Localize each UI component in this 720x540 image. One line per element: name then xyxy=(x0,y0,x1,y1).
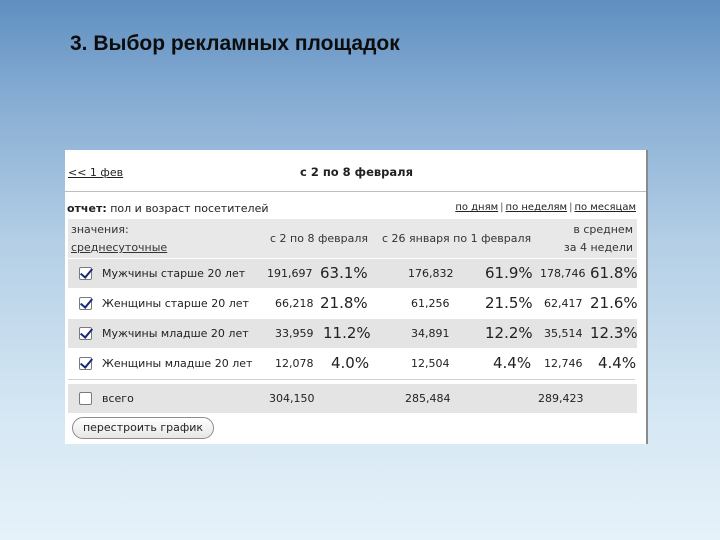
divider xyxy=(65,191,646,192)
row-label: Женщины младше 20 лет xyxy=(102,357,253,370)
view-by-month-link[interactable]: по месяцам xyxy=(574,202,636,213)
percent-previous: 12.2% xyxy=(485,324,533,342)
view-by-week-link[interactable]: по неделям xyxy=(505,202,568,213)
table-row xyxy=(68,259,637,288)
rebuild-chart-button[interactable]: перестроить график xyxy=(72,417,214,439)
view-by-day-link[interactable]: по дням xyxy=(455,202,499,213)
row-label: Женщины старше 20 лет xyxy=(102,297,249,310)
value-average: 178,746 xyxy=(540,267,586,280)
column-header-current: с 2 по 8 февраля xyxy=(270,232,368,245)
prev-week-link[interactable]: << 1 фев xyxy=(68,166,124,179)
table-row xyxy=(68,349,637,378)
percent-average: 12.3% xyxy=(590,324,638,342)
total-current: 304,150 xyxy=(269,392,315,405)
values-mode-select[interactable]: среднесуточные xyxy=(71,241,168,254)
row-checkbox[interactable] xyxy=(79,267,92,280)
value-previous: 61,256 xyxy=(411,297,450,310)
percent-previous: 61.9% xyxy=(485,264,533,282)
divider xyxy=(68,379,635,380)
value-previous: 12,504 xyxy=(411,357,450,370)
row-label: Мужчины старше 20 лет xyxy=(102,267,246,280)
date-navigation xyxy=(65,150,646,191)
percent-current: 4.0% xyxy=(331,354,370,372)
value-average: 62,417 xyxy=(544,297,583,310)
slide-title: 3. Выбор рекламных площадок xyxy=(70,32,400,55)
percent-previous: 4.4% xyxy=(493,354,532,372)
stats-panel xyxy=(65,150,648,444)
percent-average: 4.4% xyxy=(598,354,637,372)
total-row xyxy=(68,384,637,413)
value-previous: 176,832 xyxy=(408,267,454,280)
table-header xyxy=(68,219,637,258)
value-previous: 34,891 xyxy=(411,327,450,340)
report-name[interactable]: пол и возраст посетителей xyxy=(110,202,269,215)
column-header-average-1: в среднем xyxy=(573,223,633,236)
value-average: 35,514 xyxy=(544,327,583,340)
report-label: отчет: xyxy=(67,202,107,215)
separator: | xyxy=(569,202,573,213)
percent-current: 21.8% xyxy=(320,294,368,312)
report-selector xyxy=(67,202,268,215)
percent-current: 63.1% xyxy=(320,264,368,282)
value-current: 33,959 xyxy=(275,327,314,340)
percent-current: 11.2% xyxy=(323,324,371,342)
row-label: Мужчины младше 20 лет xyxy=(102,327,249,340)
total-label: всего xyxy=(102,392,134,405)
value-current: 12,078 xyxy=(275,357,314,370)
percent-average: 61.8% xyxy=(590,264,638,282)
value-current: 66,218 xyxy=(275,297,314,310)
column-header-previous: с 26 января по 1 февраля xyxy=(382,232,532,245)
column-header-average-2: за 4 недели xyxy=(563,241,633,254)
total-previous: 285,484 xyxy=(405,392,451,405)
value-current: 191,697 xyxy=(267,267,313,280)
values-label: значения: xyxy=(71,223,129,236)
period-switch xyxy=(455,202,636,213)
row-checkbox[interactable] xyxy=(79,327,92,340)
value-average: 12,746 xyxy=(544,357,583,370)
row-checkbox[interactable] xyxy=(79,297,92,310)
separator: | xyxy=(500,202,504,213)
percent-previous: 21.5% xyxy=(485,294,533,312)
total-average: 289,423 xyxy=(538,392,584,405)
current-range: с 2 по 8 февраля xyxy=(300,165,413,179)
table-row xyxy=(68,319,637,348)
table-row xyxy=(68,289,637,318)
total-checkbox[interactable] xyxy=(79,392,92,405)
percent-average: 21.6% xyxy=(590,294,638,312)
row-checkbox[interactable] xyxy=(79,357,92,370)
